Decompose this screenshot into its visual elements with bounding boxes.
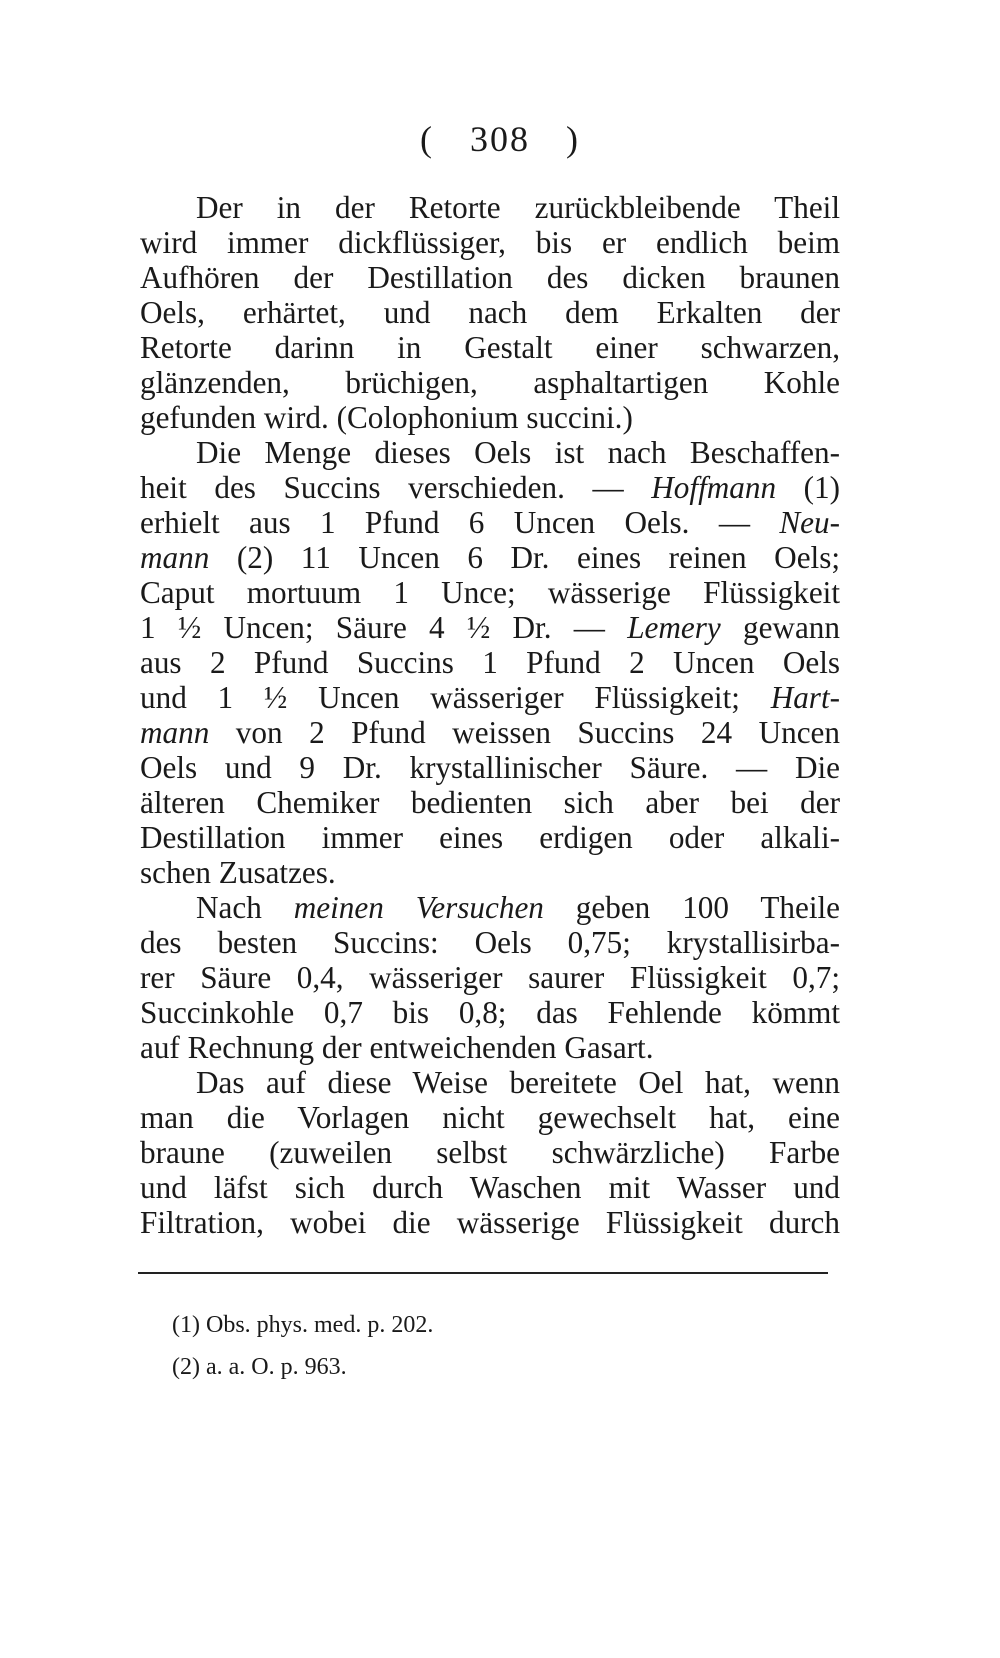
text-line: wird immer dickflüssiger, bis er endlich beim bbox=[140, 225, 840, 260]
text-line: man die Vorlagen nicht gewechselt hat, eine bbox=[140, 1100, 840, 1135]
author-name-neumann: Neu- bbox=[779, 505, 840, 540]
author-name-hartmann: Hart- bbox=[770, 680, 840, 715]
text-line: Aufhören der Destillation des dicken braunen bbox=[140, 260, 840, 295]
text-line: Die Menge dieses Oels ist nach Beschaffen- bbox=[196, 435, 840, 470]
text-segment: gewann bbox=[720, 610, 840, 645]
emphasis-meinen-versuchen: meinen Versuchen bbox=[293, 890, 544, 925]
text-line bbox=[140, 610, 840, 645]
text-line: gefunden wird. (Colophonium succini.) bbox=[140, 400, 633, 435]
text-line: Der in der Retorte zurückbleibende Theil bbox=[196, 190, 840, 225]
text-line: aus 2 Pfund Succins 1 Pfund 2 Uncen Oels bbox=[140, 645, 840, 680]
text-segment: (1) bbox=[776, 470, 840, 505]
text-line bbox=[140, 890, 840, 925]
text-line: schen Zusatzes. bbox=[140, 855, 336, 890]
page-number-open-paren: ( bbox=[420, 119, 434, 159]
text-line: braune (zuweilen selbst schwärzliche) Farbe bbox=[140, 1135, 840, 1170]
footnotes bbox=[172, 1304, 772, 1388]
text-line: älteren Chemiker bedienten sich aber bei der bbox=[140, 785, 840, 820]
text-line: Oels, erhärtet, und nach dem Erkalten der bbox=[140, 295, 840, 330]
text-line: Retorte darinn in Gestalt einer schwarzen, bbox=[140, 330, 840, 365]
author-name-neumann-cont: mann bbox=[140, 540, 210, 575]
text-line bbox=[140, 680, 840, 715]
text-line: Filtration, wobei die wässerige Flüssigkeit durch bbox=[140, 1205, 840, 1240]
footnote-divider bbox=[138, 1272, 828, 1274]
text-segment: Nach bbox=[196, 890, 294, 925]
text-line: und läfst sich durch Waschen mit Wasser und bbox=[140, 1170, 840, 1205]
text-line bbox=[140, 470, 840, 505]
page-number-value: 308 bbox=[470, 119, 530, 159]
text-line bbox=[140, 715, 840, 750]
footnote-1: (1) Obs. phys. med. p. 202. bbox=[172, 1312, 434, 1338]
text-segment: von 2 Pfund weissen Succins 24 Uncen bbox=[209, 715, 840, 750]
text-line bbox=[140, 540, 840, 575]
text-segment: 1 ½ Uncen; Säure 4 ½ Dr. — bbox=[140, 610, 628, 645]
text-segment: geben 100 Theile bbox=[543, 890, 840, 925]
text-segment: erhielt aus 1 Pfund 6 Uncen Oels. — bbox=[140, 505, 780, 540]
text-line: glänzenden, brüchigen, asphaltartigen Kohle bbox=[140, 365, 840, 400]
text-line: rer Säure 0,4, wässeriger saurer Flüssigkeit 0,7; bbox=[140, 960, 840, 995]
page-number bbox=[0, 118, 1000, 160]
text-line: Destillation immer eines erdigen oder alkali- bbox=[140, 820, 840, 855]
text-segment: und 1 ½ Uncen wässeriger Flüssigkeit; bbox=[140, 680, 771, 715]
author-name-hartmann-cont: mann bbox=[140, 715, 210, 750]
text-line: auf Rechnung der entweichenden Gasart. bbox=[140, 1030, 654, 1065]
text-segment: heit des Succins verschieden. — bbox=[140, 470, 652, 505]
author-name-hoffmann: Hoffmann bbox=[651, 470, 777, 505]
body-text bbox=[140, 190, 840, 1240]
text-line: des besten Succins: Oels 0,75; krystallisirba- bbox=[140, 925, 840, 960]
text-segment: (2) 11 Uncen 6 Dr. eines reinen Oels; bbox=[209, 540, 840, 575]
text-line: Das auf diese Weise bereitete Oel hat, wenn bbox=[196, 1065, 840, 1100]
text-line: Oels und 9 Dr. krystallinischer Säure. — Die bbox=[140, 750, 840, 785]
text-line: Succinkohle 0,7 bis 0,8; das Fehlende kömmt bbox=[140, 995, 840, 1030]
footnote-2: (2) a. a. O. p. 963. bbox=[172, 1354, 347, 1380]
page-number-close-paren: ) bbox=[566, 119, 580, 159]
text-line: Caput mortuum 1 Unce; wässerige Flüssigkeit bbox=[140, 575, 840, 610]
author-name-lemery: Lemery bbox=[627, 610, 721, 645]
text-line bbox=[140, 505, 840, 540]
